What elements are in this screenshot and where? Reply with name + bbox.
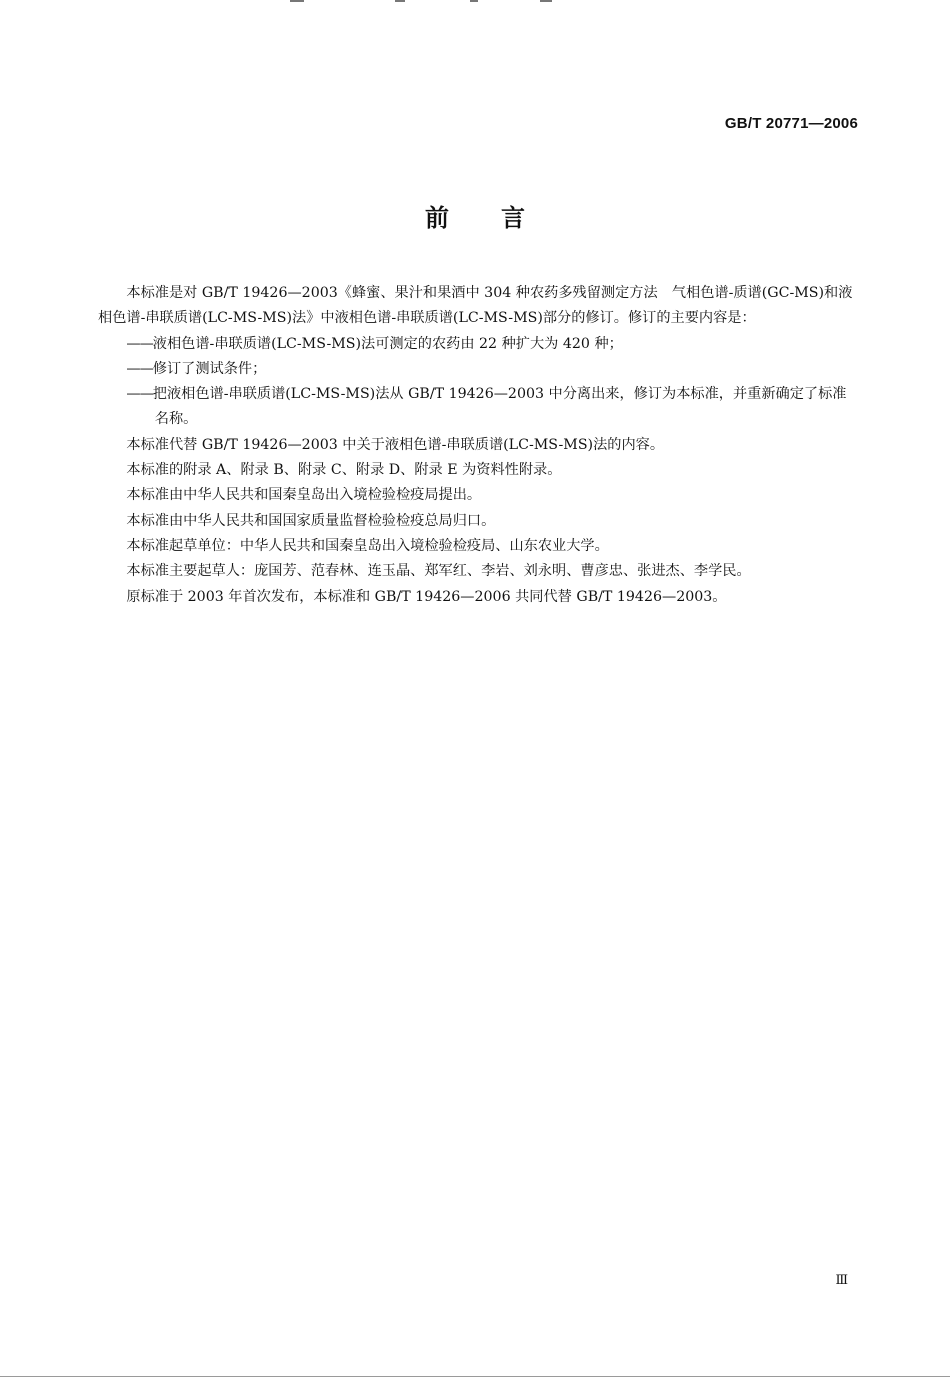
scan-artifact-top (395, 0, 405, 2)
intro-paragraph: 本标准是对 GB/T 19426—2003《蜂蜜、果汁和果酒中 304 种农药多残留测定方法 气相色谱-质谱(GC-MS)和液相色谱-串联质谱(LC-MS-MS)法》中液相色谱-串联质谱(LC-MS-MS)部分的修订。修订的主要内容是： (98, 285, 853, 327)
note-proposed-by: 本标准由中华人民共和国秦皇岛出入境检验检疫局提出。 (126, 487, 482, 504)
note-appendices: 本标准的附录 A、附录 B、附录 C、附录 D、附录 E 为资料性附录。 (126, 462, 562, 479)
standard-code: GB/T 20771—2006 (724, 115, 858, 132)
page-number: Ⅲ (835, 1273, 848, 1288)
change-item (98, 357, 860, 382)
note-drafters: 本标准主要起草人：庞国芳、范春林、连玉晶、郑军红、李岩、刘永明、曹彦忠、张进杰、李学民。 (126, 563, 751, 580)
change-marker: —— (126, 386, 153, 403)
note-history: 原标准于 2003 年首次发布，本标准和 GB/T 19426—2006 共同代替 GB/T 19426—2003。 (126, 588, 727, 605)
foreword-body (98, 281, 860, 610)
page-title: 前言 (425, 204, 577, 232)
note-drafting-units: 本标准起草单位：中华人民共和国秦皇岛出入境检验检疫局、山东农业大学。 (126, 537, 609, 554)
change-item (98, 332, 860, 357)
scan-artifact-top (290, 0, 304, 2)
note-managed-by: 本标准由中华人民共和国国家质量监督检验检疫总局归口。 (126, 512, 496, 529)
scan-artifact-top (470, 0, 478, 2)
change-marker: —— (126, 335, 153, 352)
change-item-text: 把液相色谱-串联质谱(LC-MS-MS)法从 GB/T 19426—2003 中分离出来，修订为本标准，并重新确定了标准名称。 (152, 386, 847, 428)
note-replaces: 本标准代替 GB/T 19426—2003 中关于液相色谱-串联质谱(LC-MS-MS)法的内容。 (126, 436, 665, 453)
change-marker: —— (126, 360, 153, 377)
change-item-text: 修订了测试条件； (152, 360, 267, 377)
change-item-text: 液相色谱-串联质谱(LC-MS-MS)法可测定的农药由 22 种扩大为 420 种； (152, 335, 623, 352)
change-item (98, 382, 860, 433)
scan-edge-bottom (0, 1376, 950, 1377)
scan-artifact-top (540, 0, 552, 2)
